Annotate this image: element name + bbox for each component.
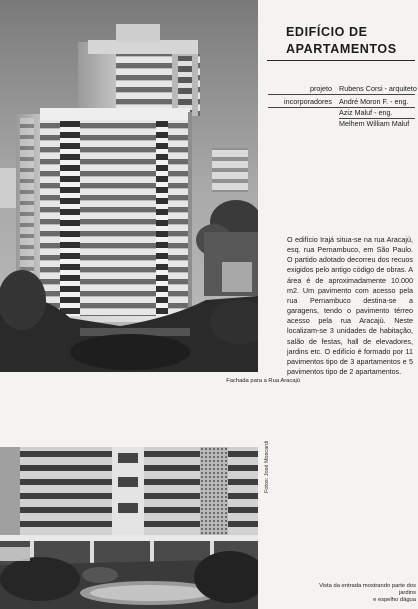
credit-rule bbox=[268, 94, 415, 95]
credit-value-developer-1: André Moron F. - eng. bbox=[339, 97, 409, 106]
building-facade-photo bbox=[0, 0, 258, 372]
title-divider bbox=[267, 60, 415, 61]
entrance-garden-photo bbox=[0, 447, 258, 609]
caption-entrance bbox=[304, 583, 416, 604]
photo-credit: Fotos: José Moscardi bbox=[264, 440, 270, 493]
title-line-2: APARTAMENTOS bbox=[286, 42, 397, 56]
credit-label-incorporadores: incorporadores bbox=[284, 97, 332, 106]
credit-value-developer-3: Melhem William Maluf bbox=[339, 119, 410, 128]
article-title bbox=[286, 24, 406, 58]
caption-entrance-line-2: e espelho dágua bbox=[373, 597, 416, 603]
credit-label-projeto: projeto bbox=[310, 84, 332, 93]
article-body: O edifício Irajá situa-se na rua Aracajú, esq. rua Pernambuco, em São Paulo. O partido adotado decorreu dos recuos exigidos pelo antigo código de obras. A área é de aproximadamente 10.000 m2. Um pavimento com acesso pela rua Pernambuco destina-se a garagens, tendo o pavimento térreo acesso pela rua Aracajú. Neste localizam-se 3 unidades de habitação, salão de festas, hall de elevadores, jardins etc. O edifício é formado por 11 pavimentos tipo de 3 apartamentos e 5 pavimentos tipo de 2 apartamentos. bbox=[287, 235, 413, 377]
credit-value-developer-2: Aziz Maluf - eng. bbox=[339, 108, 393, 117]
caption-entrance-line-1: Vista da entrada mostrando parte dos jardins bbox=[319, 583, 416, 596]
title-line-1: EDIFÍCIO DE bbox=[286, 25, 368, 39]
caption-facade: Fachada para a Rua Aracajú bbox=[226, 378, 300, 384]
credit-value-architect: Rubens Corsi - arquiteto bbox=[339, 84, 417, 93]
